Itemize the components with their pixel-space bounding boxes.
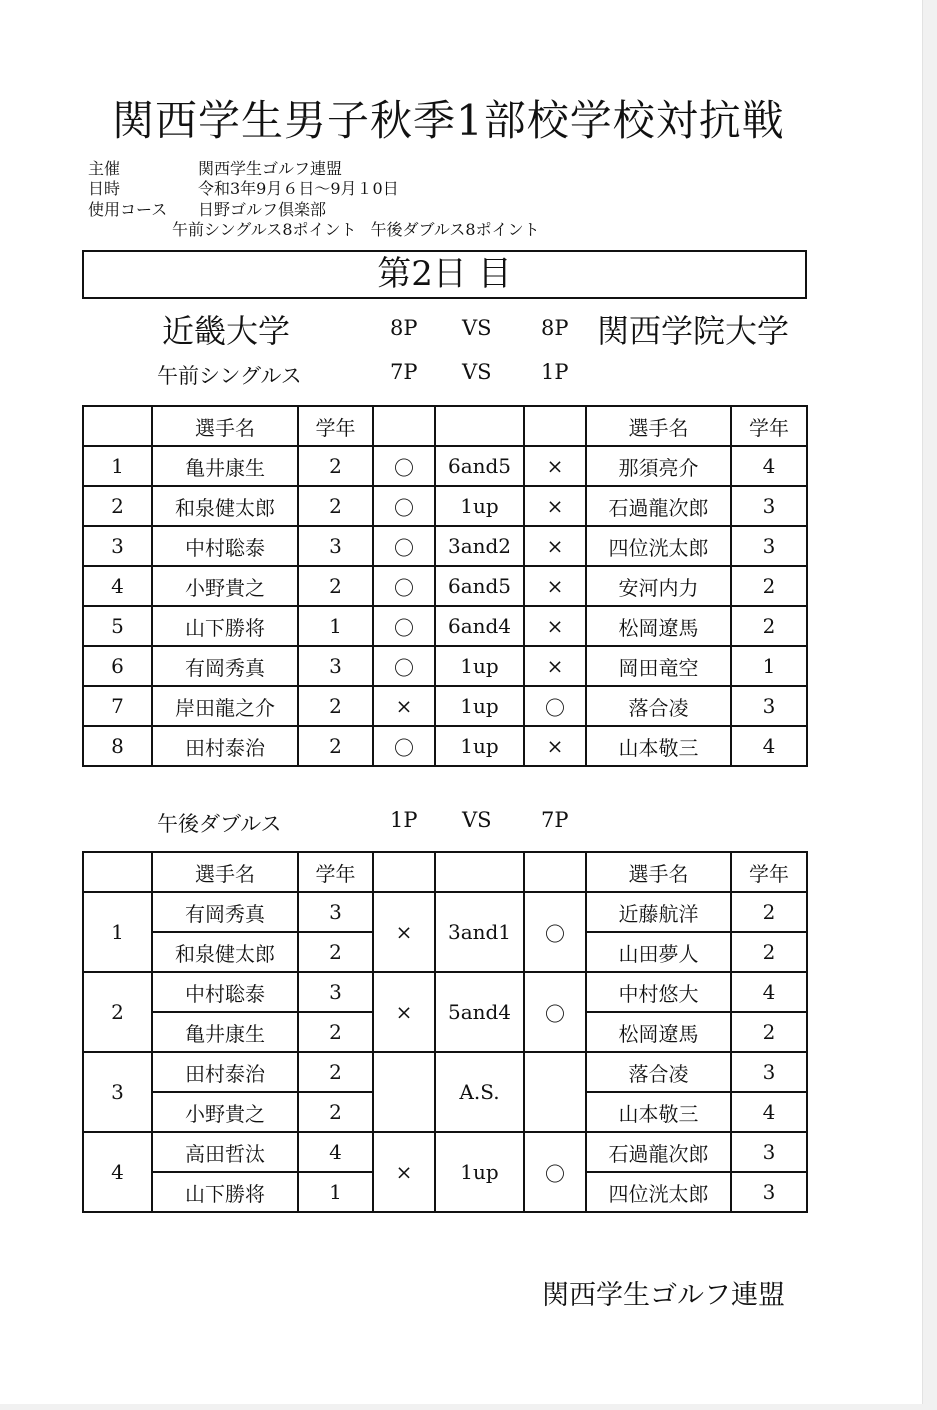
- player-a-grade: 2: [298, 446, 373, 486]
- player-b-grade: 3: [731, 1132, 807, 1172]
- match-score: 5and4: [435, 972, 524, 1052]
- result-mark-b: ×: [524, 486, 586, 526]
- match-score: 1up: [435, 726, 524, 766]
- info-date-label: 日時: [88, 179, 121, 198]
- match-score: 6and5: [435, 566, 524, 606]
- team-a-total: 8P: [390, 316, 418, 340]
- doubles-row: [83, 1132, 807, 1172]
- player-a-name: 和泉健太郎: [152, 486, 298, 526]
- player-b-name: 四位洸太郎: [586, 1172, 731, 1212]
- match-score: A.S.: [435, 1052, 524, 1132]
- result-mark-b: 〇: [524, 892, 586, 972]
- doubles-vs: VS: [462, 808, 492, 832]
- header-mark-b: [524, 852, 586, 892]
- match-score: 3and2: [435, 526, 524, 566]
- match-number: 4: [83, 1132, 152, 1212]
- match-score: 1up: [435, 686, 524, 726]
- header-grade-b: 学年: [731, 852, 807, 892]
- header-score: [435, 406, 524, 446]
- result-mark-a: ×: [373, 892, 435, 972]
- result-mark-a: 〇: [373, 606, 435, 646]
- singles-a-points: 7P: [390, 360, 418, 384]
- player-a-grade: 1: [298, 1172, 373, 1212]
- match-number: 2: [83, 972, 152, 1052]
- player-b-name: 石過龍次郎: [586, 486, 731, 526]
- player-a-grade: 2: [298, 726, 373, 766]
- result-mark-a: 〇: [373, 486, 435, 526]
- player-b-grade: 2: [731, 892, 807, 932]
- result-mark-a: ×: [373, 1132, 435, 1212]
- header-player-b: 選手名: [586, 852, 731, 892]
- match-number: 1: [83, 446, 152, 486]
- player-a-name: 高田哲汰: [152, 1132, 298, 1172]
- info-organizer-label: 主催: [88, 159, 121, 178]
- match-score: 1up: [435, 646, 524, 686]
- team-b-name: 関西学院大学: [597, 312, 790, 350]
- player-a-name: 有岡秀真: [152, 646, 298, 686]
- info-date-value: 令和3年9月６日～9月１0日: [198, 179, 399, 198]
- singles-b-points: 1P: [541, 360, 569, 384]
- singles-row: [83, 446, 807, 486]
- player-a-grade: 2: [298, 1052, 373, 1092]
- singles-header-row: [83, 406, 807, 446]
- result-mark-a: 〇: [373, 726, 435, 766]
- info-course-value: 日野ゴルフ倶楽部: [198, 200, 327, 219]
- player-b-name: 山田夢人: [586, 932, 731, 972]
- footer-organizer: 関西学生ゴルフ連盟: [542, 1280, 785, 1311]
- header-grade-a: 学年: [298, 406, 373, 446]
- player-b-name: 落合凌: [586, 686, 731, 726]
- result-mark-b: 〇: [524, 686, 586, 726]
- player-a-name: 有岡秀真: [152, 892, 298, 932]
- match-number: 6: [83, 646, 152, 686]
- player-a-grade: 1: [298, 606, 373, 646]
- player-b-grade: 2: [731, 932, 807, 972]
- result-mark-a: 〇: [373, 446, 435, 486]
- result-mark-b: ×: [524, 446, 586, 486]
- header-mark-a: [373, 406, 435, 446]
- player-b-name: 那須亮介: [586, 446, 731, 486]
- player-b-name: 山本敬三: [586, 1092, 731, 1132]
- player-b-name: 山本敬三: [586, 726, 731, 766]
- team-a-name: 近畿大学: [162, 312, 291, 350]
- points-rule: [172, 217, 540, 240]
- result-mark-a: 〇: [373, 526, 435, 566]
- match-number: 1: [83, 892, 152, 972]
- result-mark-b: 〇: [524, 1132, 586, 1212]
- player-a-grade: 2: [298, 686, 373, 726]
- result-mark-b: 〇: [524, 972, 586, 1052]
- points-rule-pm: 午後ダブルス8ポイント: [370, 220, 540, 239]
- singles-row: [83, 486, 807, 526]
- player-b-grade: 4: [731, 1092, 807, 1132]
- doubles-row: [83, 1052, 807, 1092]
- day-heading: 第2日 目: [82, 250, 807, 299]
- page-title: 関西学生男子秋季1部校学校対抗戦: [112, 96, 785, 145]
- info-course-label: 使用コース: [88, 200, 168, 219]
- player-a-grade: 4: [298, 1132, 373, 1172]
- match-number: 2: [83, 486, 152, 526]
- header-mark-a: [373, 852, 435, 892]
- header-no: [83, 406, 152, 446]
- singles-label: 午前シングルス: [157, 364, 302, 388]
- player-b-grade: 3: [731, 486, 807, 526]
- player-a-name: 中村聡泰: [152, 526, 298, 566]
- info-organizer-value: 関西学生ゴルフ連盟: [198, 159, 343, 178]
- player-b-name: 松岡遼馬: [586, 1012, 731, 1052]
- doubles-table: [82, 851, 808, 1213]
- singles-row: [83, 646, 807, 686]
- player-a-grade: 3: [298, 526, 373, 566]
- match-number: 3: [83, 1052, 152, 1132]
- page-bottom-edge: [0, 1404, 937, 1410]
- player-a-name: 小野貴之: [152, 1092, 298, 1132]
- singles-row: [83, 726, 807, 766]
- player-a-grade: 3: [298, 646, 373, 686]
- singles-vs: VS: [462, 360, 492, 384]
- player-a-name: 岸田龍之介: [152, 686, 298, 726]
- match-score: 1up: [435, 1132, 524, 1212]
- header-score: [435, 852, 524, 892]
- header-grade-a: 学年: [298, 852, 373, 892]
- player-a-grade: 3: [298, 892, 373, 932]
- player-b-name: 近藤航洋: [586, 892, 731, 932]
- result-mark-b: [524, 1052, 586, 1132]
- player-b-name: 松岡遼馬: [586, 606, 731, 646]
- doubles-row: [83, 972, 807, 1012]
- player-b-name: 中村悠大: [586, 972, 731, 1012]
- player-a-grade: 3: [298, 972, 373, 1012]
- total-vs: VS: [462, 316, 492, 340]
- doubles-b-points: 7P: [541, 808, 569, 832]
- player-a-name: 山下勝将: [152, 1172, 298, 1212]
- player-a-name: 亀井康生: [152, 1012, 298, 1052]
- result-mark-b: ×: [524, 646, 586, 686]
- player-a-name: 田村泰治: [152, 726, 298, 766]
- match-number: 7: [83, 686, 152, 726]
- player-b-grade: 4: [731, 446, 807, 486]
- singles-row: [83, 606, 807, 646]
- result-mark-a: 〇: [373, 566, 435, 606]
- doubles-row: [83, 892, 807, 932]
- singles-row: [83, 526, 807, 566]
- page-edge: [922, 0, 937, 1410]
- match-score: 1up: [435, 486, 524, 526]
- header-no: [83, 852, 152, 892]
- header-player-a: 選手名: [152, 406, 298, 446]
- team-b-total: 8P: [541, 316, 569, 340]
- player-b-grade: 3: [731, 1052, 807, 1092]
- match-score: 6and4: [435, 606, 524, 646]
- match-number: 4: [83, 566, 152, 606]
- player-a-grade: 2: [298, 566, 373, 606]
- player-b-grade: 3: [731, 526, 807, 566]
- match-number: 8: [83, 726, 152, 766]
- header-grade-b: 学年: [731, 406, 807, 446]
- result-mark-b: ×: [524, 526, 586, 566]
- player-a-grade: 2: [298, 1092, 373, 1132]
- player-b-grade: 3: [731, 686, 807, 726]
- player-b-grade: 4: [731, 726, 807, 766]
- header-player-b: 選手名: [586, 406, 731, 446]
- result-mark-a: ×: [373, 686, 435, 726]
- player-b-grade: 2: [731, 566, 807, 606]
- result-mark-b: ×: [524, 566, 586, 606]
- player-a-name: 和泉健太郎: [152, 932, 298, 972]
- result-mark-a: 〇: [373, 646, 435, 686]
- player-b-name: 安河内力: [586, 566, 731, 606]
- player-b-name: 落合凌: [586, 1052, 731, 1092]
- result-mark-a: ×: [373, 972, 435, 1052]
- singles-table: [82, 405, 808, 767]
- player-a-grade: 2: [298, 1012, 373, 1052]
- result-mark-a: [373, 1052, 435, 1132]
- result-mark-b: ×: [524, 726, 586, 766]
- player-b-grade: 2: [731, 606, 807, 646]
- header-player-a: 選手名: [152, 852, 298, 892]
- player-a-name: 亀井康生: [152, 446, 298, 486]
- singles-row: [83, 566, 807, 606]
- info-date: [88, 176, 399, 199]
- player-b-grade: 2: [731, 1012, 807, 1052]
- doubles-label: 午後ダブルス: [157, 812, 282, 836]
- points-rule-am: 午前シングルス8ポイント: [172, 220, 357, 239]
- match-score: 3and1: [435, 892, 524, 972]
- player-a-grade: 2: [298, 486, 373, 526]
- doubles-a-points: 1P: [390, 808, 418, 832]
- player-b-name: 四位洸太郎: [586, 526, 731, 566]
- player-a-name: 小野貴之: [152, 566, 298, 606]
- match-number: 5: [83, 606, 152, 646]
- player-b-name: 石過龍次郎: [586, 1132, 731, 1172]
- result-mark-b: ×: [524, 606, 586, 646]
- header-mark-b: [524, 406, 586, 446]
- doubles-header-row: [83, 852, 807, 892]
- player-a-grade: 2: [298, 932, 373, 972]
- player-a-name: 山下勝将: [152, 606, 298, 646]
- player-b-grade: 3: [731, 1172, 807, 1212]
- player-b-grade: 1: [731, 646, 807, 686]
- match-number: 3: [83, 526, 152, 566]
- player-a-name: 田村泰治: [152, 1052, 298, 1092]
- player-b-grade: 4: [731, 972, 807, 1012]
- singles-row: [83, 686, 807, 726]
- player-a-name: 中村聡泰: [152, 972, 298, 1012]
- player-b-name: 岡田竜空: [586, 646, 731, 686]
- match-score: 6and5: [435, 446, 524, 486]
